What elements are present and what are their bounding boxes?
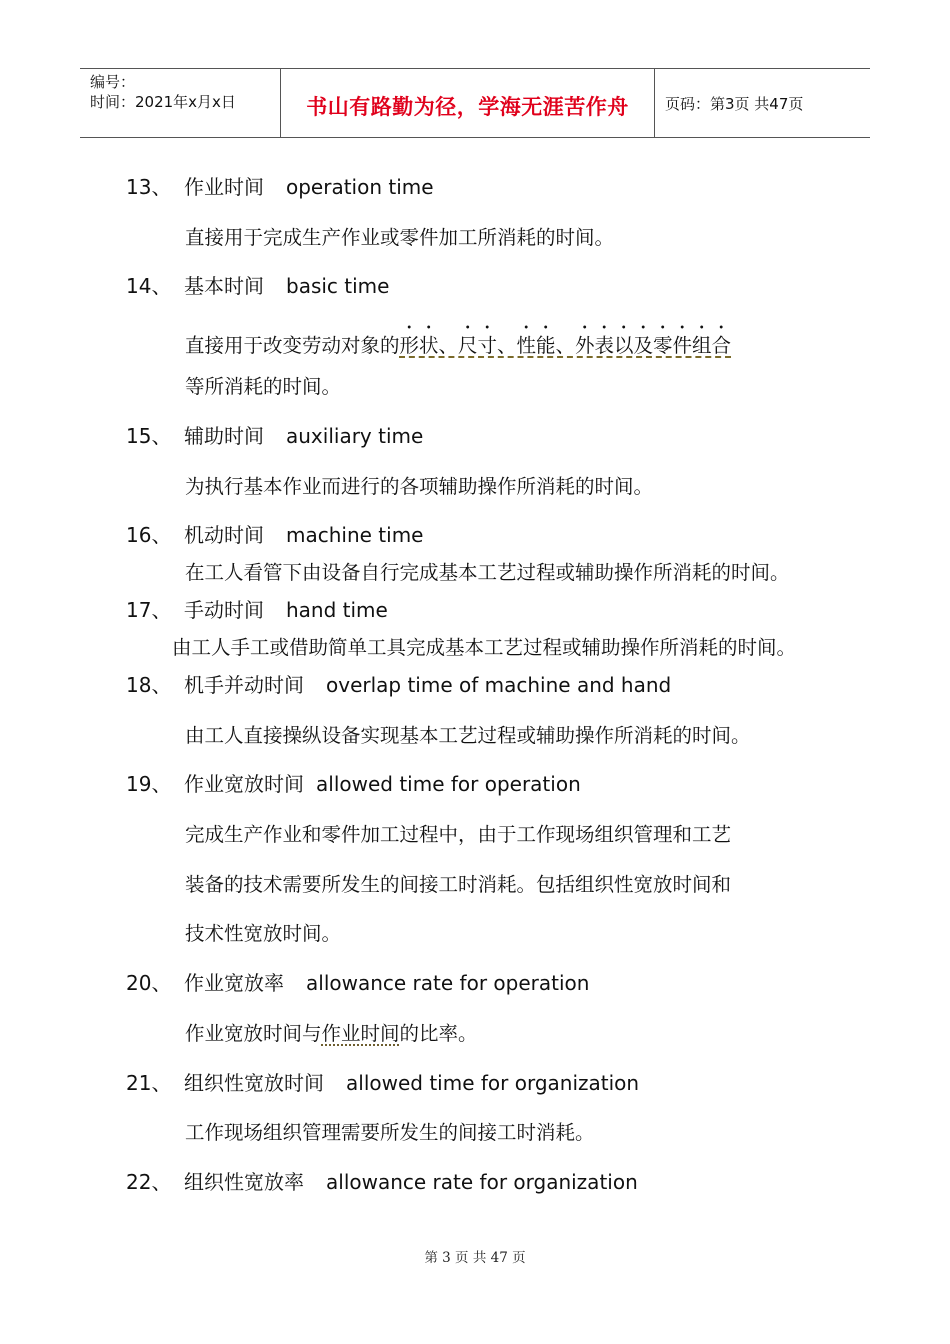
definition-13: 直接用于完成生产作业或零件加工所消耗的时间。 — [185, 226, 615, 249]
page-label: 页码：第3页 共47页 — [665, 95, 804, 113]
definition-14-line2: 等所消耗的时间。 — [185, 375, 342, 398]
term-number: 14、 — [126, 274, 172, 298]
term-en: basic time — [286, 274, 390, 298]
term-en: hand time — [286, 598, 388, 622]
definition-19-line3: 技术性宽放时间。 — [185, 922, 342, 945]
definition-16: 在工人看管下由设备自行完成基本工艺过程或辅助操作所消耗的时间。 — [185, 561, 790, 584]
term-en: machine time — [286, 523, 424, 547]
header-meta-cell — [80, 69, 281, 137]
motto: 书山有路勤为径，学海无涯苦作舟 — [306, 95, 629, 119]
term-15 — [126, 420, 423, 449]
term-zh: 手动时间 — [184, 598, 264, 622]
term-number: 21、 — [126, 1071, 172, 1095]
term-zh: 作业时间 — [184, 175, 264, 199]
term-zh: 组织性宽放时间 — [184, 1071, 324, 1095]
term-number: 13、 — [126, 175, 172, 199]
term-14 — [126, 270, 389, 299]
term-number: 16、 — [126, 523, 172, 547]
definition-18: 由工人直接操纵设备实现基本工艺过程或辅助操作所消耗的时间。 — [185, 724, 751, 747]
header-motto-cell — [281, 69, 655, 137]
definition-20 — [185, 1018, 478, 1046]
page-header — [80, 68, 870, 138]
emphasized-text: 形状、尺寸、性能、外表以及零件组合 — [399, 334, 732, 357]
term-en: allowance rate for organization — [326, 1170, 638, 1194]
definition-text: 作业宽放时间与 — [185, 1022, 322, 1045]
term-21 — [126, 1067, 639, 1096]
date-label: 时间：2021年x月x日 — [90, 93, 236, 111]
definition-21: 工作现场组织管理需要所发生的间接工时消耗。 — [185, 1121, 595, 1144]
definition-text: 的比率。 — [399, 1022, 478, 1045]
term-number: 19、 — [126, 772, 172, 796]
term-13 — [126, 171, 434, 200]
page-footer: 第 3 页 共 47 页 — [424, 1250, 526, 1266]
term-zh: 机手并动时间 — [184, 673, 304, 697]
term-22 — [126, 1166, 638, 1195]
definition-text: 直接用于改变劳动对象的 — [185, 334, 400, 357]
definition-19-line2: 装备的技术需要所发生的间接工时消耗。包括组织性宽放时间和 — [185, 873, 732, 896]
term-en: allowed time for organization — [346, 1071, 640, 1095]
term-16 — [126, 519, 424, 548]
code-label: 编号： — [90, 73, 136, 91]
term-19 — [126, 768, 581, 797]
header-page-cell — [655, 69, 870, 137]
term-zh: 组织性宽放率 — [184, 1170, 304, 1194]
term-zh: 辅助时间 — [184, 424, 264, 448]
term-en: allowed time for operation — [316, 772, 581, 796]
linked-term: 作业时间 — [321, 1022, 400, 1045]
term-zh: 作业宽放率 — [184, 971, 284, 995]
term-zh: 机动时间 — [184, 523, 264, 547]
definition-17: 由工人手工或借助简单工具完成基本工艺过程或辅助操作所消耗的时间。 — [172, 636, 797, 659]
term-en: auxiliary time — [286, 424, 424, 448]
term-20 — [126, 967, 589, 996]
term-18 — [126, 669, 671, 698]
term-zh: 作业宽放时间 — [184, 772, 304, 796]
term-number: 18、 — [126, 673, 172, 697]
definition-15: 为执行基本作业而进行的各项辅助操作所消耗的时间。 — [185, 475, 654, 498]
definition-14-line1 — [185, 323, 731, 358]
definition-19-line1: 完成生产作业和零件加工过程中，由于工作现场组织管理和工艺 — [185, 823, 732, 846]
term-number: 22、 — [126, 1170, 172, 1194]
term-en: overlap time of machine and hand — [326, 673, 672, 697]
term-en: operation time — [286, 175, 434, 199]
term-number: 15、 — [126, 424, 172, 448]
term-zh: 基本时间 — [184, 274, 264, 298]
term-number: 20、 — [126, 971, 172, 995]
term-number: 17、 — [126, 598, 172, 622]
term-en: allowance rate for operation — [306, 971, 590, 995]
term-17 — [126, 594, 388, 623]
